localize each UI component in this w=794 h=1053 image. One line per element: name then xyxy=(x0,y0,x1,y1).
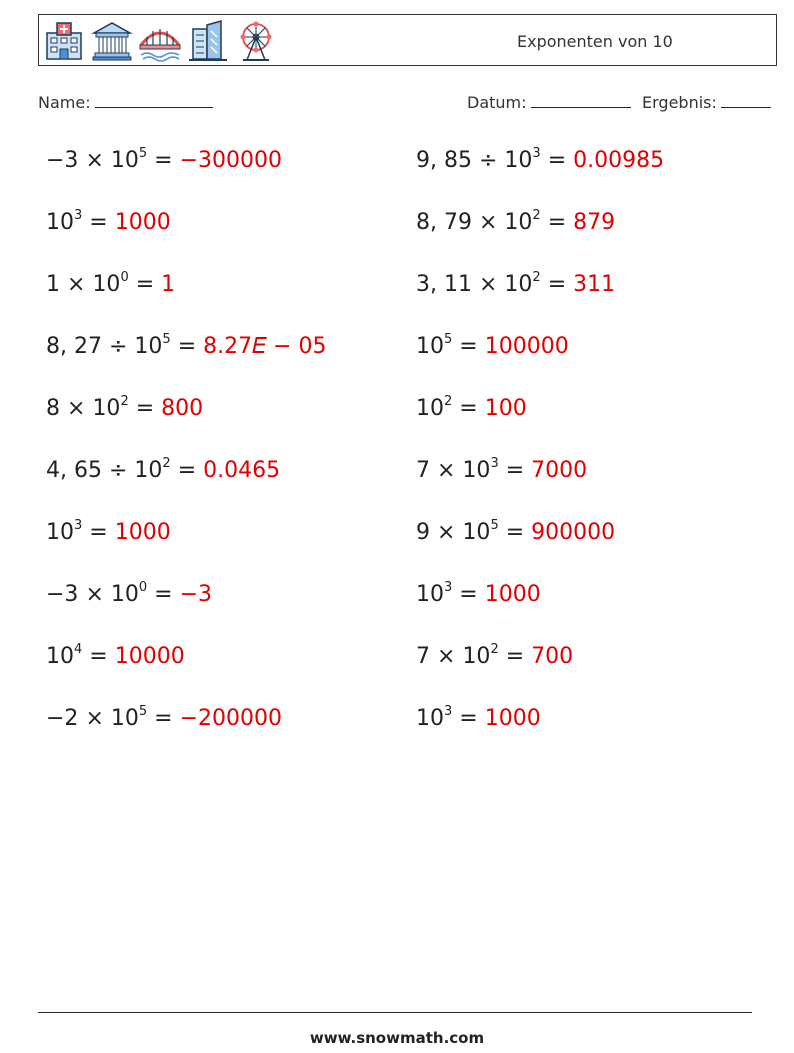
base: 10 xyxy=(110,582,139,607)
problem-right-2 xyxy=(416,207,616,235)
answer: 100 xyxy=(484,396,527,421)
name-line xyxy=(95,93,213,108)
bank-icon xyxy=(91,19,133,63)
answer: 0.0465 xyxy=(203,458,281,483)
base: 10 xyxy=(92,272,121,297)
exponent: 3 xyxy=(490,455,499,471)
equals-sign: = xyxy=(177,458,197,483)
base: 10 xyxy=(46,644,74,669)
exponent: 2 xyxy=(120,393,129,409)
footer-divider xyxy=(38,1012,752,1013)
answer: 1000 xyxy=(114,520,171,545)
base: 10 xyxy=(46,520,74,545)
coefficient: 3, 11 xyxy=(416,272,472,297)
coefficient: −2 xyxy=(46,706,79,731)
equals-sign: = xyxy=(547,148,567,173)
base: 10 xyxy=(416,396,444,421)
bridge-icon xyxy=(139,19,181,63)
problem-right-8 xyxy=(416,579,541,607)
footer-url: www.snowmath.com xyxy=(309,1029,485,1047)
coefficient: 9 xyxy=(416,520,430,545)
operator: × xyxy=(85,148,104,173)
coefficient: 8, 79 xyxy=(416,210,472,235)
base: 10 xyxy=(504,272,533,297)
answer: 10000 xyxy=(114,644,185,669)
base: 10 xyxy=(504,210,533,235)
name-label: Name: xyxy=(38,93,91,112)
operator: ÷ xyxy=(108,458,128,483)
equals-sign: = xyxy=(177,334,197,359)
equals-sign: = xyxy=(154,706,173,731)
base: 10 xyxy=(134,458,163,483)
coefficient: 4, 65 xyxy=(46,458,102,483)
base: 10 xyxy=(134,334,163,359)
answer: 1000 xyxy=(484,582,541,607)
ferris-wheel-icon xyxy=(235,19,277,63)
answer: 1 xyxy=(161,272,176,297)
problem-right-10 xyxy=(416,703,541,731)
coefficient: −3 xyxy=(46,582,79,607)
hospital-icon xyxy=(43,19,85,63)
base: 10 xyxy=(110,706,139,731)
base: 10 xyxy=(416,334,444,359)
result-line xyxy=(721,93,771,108)
exponent: 4 xyxy=(74,641,83,657)
date-line xyxy=(531,93,631,108)
exponent: 5 xyxy=(162,331,171,347)
operator: ÷ xyxy=(478,148,498,173)
coefficient: 1 xyxy=(46,272,60,297)
problem-right-9 xyxy=(416,641,574,669)
coefficient: −3 xyxy=(46,148,79,173)
answer: 700 xyxy=(531,644,574,669)
skyscraper-icon xyxy=(187,19,229,63)
equals-sign: = xyxy=(154,148,173,173)
operator: × xyxy=(478,210,498,235)
exponent: 3 xyxy=(444,579,453,595)
name-field[interactable] xyxy=(38,93,213,112)
operator: × xyxy=(437,458,456,483)
coefficient: 8, 27 xyxy=(46,334,102,359)
exponent: 5 xyxy=(490,517,499,533)
problem-left-6 xyxy=(46,455,281,483)
exponent: 5 xyxy=(444,331,453,347)
problem-right-7 xyxy=(416,517,616,545)
result-label: Ergebnis: xyxy=(642,93,717,112)
worksheet-title: Exponenten von 10 xyxy=(517,32,673,51)
answer: −3 xyxy=(179,582,213,607)
date-field[interactable] xyxy=(467,93,631,112)
answer: 800 xyxy=(161,396,204,421)
exponent: 0 xyxy=(138,579,148,595)
operator: × xyxy=(67,396,86,421)
equals-sign: = xyxy=(547,272,567,297)
problem-left-9 xyxy=(46,641,185,669)
problem-right-6 xyxy=(416,455,588,483)
operator: × xyxy=(437,520,456,545)
answer: 1000 xyxy=(484,706,541,731)
equals-sign: = xyxy=(459,706,478,731)
operator: × xyxy=(478,272,498,297)
answer: 7000 xyxy=(531,458,588,483)
answer: 8.27𝐸 − 05 xyxy=(203,334,327,359)
answer: −300000 xyxy=(179,148,283,173)
operator: ÷ xyxy=(108,334,128,359)
equals-sign: = xyxy=(154,582,173,607)
equals-sign: = xyxy=(505,520,525,545)
exponent: 3 xyxy=(444,703,453,719)
answer: 1000 xyxy=(114,210,171,235)
exponent: 2 xyxy=(490,641,499,657)
operator: × xyxy=(85,582,104,607)
problem-left-4 xyxy=(46,331,327,359)
exponent: 2 xyxy=(532,269,541,285)
exponent: 2 xyxy=(532,207,541,223)
operator: × xyxy=(437,644,456,669)
coefficient: 8 xyxy=(46,396,60,421)
problem-right-4 xyxy=(416,331,569,359)
equals-sign: = xyxy=(459,582,478,607)
equals-sign: = xyxy=(135,272,155,297)
answer: 900000 xyxy=(531,520,616,545)
operator: × xyxy=(67,272,86,297)
answer: 100000 xyxy=(484,334,569,359)
exponent: 5 xyxy=(138,145,148,161)
exponent: 3 xyxy=(74,517,83,533)
equals-sign: = xyxy=(459,334,478,359)
header-icons xyxy=(43,19,277,63)
equals-sign: = xyxy=(89,210,108,235)
exponent: 2 xyxy=(444,393,453,409)
problem-left-2 xyxy=(46,207,171,235)
answer: 879 xyxy=(573,210,616,235)
equals-sign: = xyxy=(89,520,108,545)
answer: −200000 xyxy=(179,706,283,731)
base: 10 xyxy=(416,706,444,731)
base: 10 xyxy=(504,148,533,173)
exponent: 0 xyxy=(120,269,129,285)
equals-sign: = xyxy=(505,458,525,483)
date-label: Datum: xyxy=(467,93,527,112)
answer: 311 xyxy=(573,272,616,297)
problem-left-7 xyxy=(46,517,171,545)
problem-left-5 xyxy=(46,393,204,421)
problem-right-5 xyxy=(416,393,527,421)
equals-sign: = xyxy=(547,210,567,235)
problem-left-1 xyxy=(46,145,283,173)
header-box xyxy=(38,14,777,66)
operator: × xyxy=(85,706,104,731)
exponent: 3 xyxy=(532,145,541,161)
coefficient: 7 xyxy=(416,644,430,669)
problem-right-1 xyxy=(416,145,665,173)
exponent: 2 xyxy=(162,455,171,471)
answer: 0.00985 xyxy=(573,148,665,173)
equals-sign: = xyxy=(135,396,155,421)
coefficient: 7 xyxy=(416,458,430,483)
base: 10 xyxy=(416,582,444,607)
problem-right-3 xyxy=(416,269,616,297)
equals-sign: = xyxy=(89,644,108,669)
exponent: 5 xyxy=(138,703,148,719)
problem-left-10 xyxy=(46,703,283,731)
result-field[interactable] xyxy=(642,93,771,112)
base: 10 xyxy=(462,644,491,669)
base: 10 xyxy=(46,210,74,235)
problem-left-3 xyxy=(46,269,176,297)
base: 10 xyxy=(92,396,121,421)
equals-sign: = xyxy=(459,396,478,421)
problem-left-8 xyxy=(46,579,213,607)
base: 10 xyxy=(110,148,139,173)
coefficient: 9, 85 xyxy=(416,148,472,173)
exponent: 3 xyxy=(74,207,83,223)
equals-sign: = xyxy=(505,644,525,669)
base: 10 xyxy=(462,520,491,545)
base: 10 xyxy=(462,458,491,483)
